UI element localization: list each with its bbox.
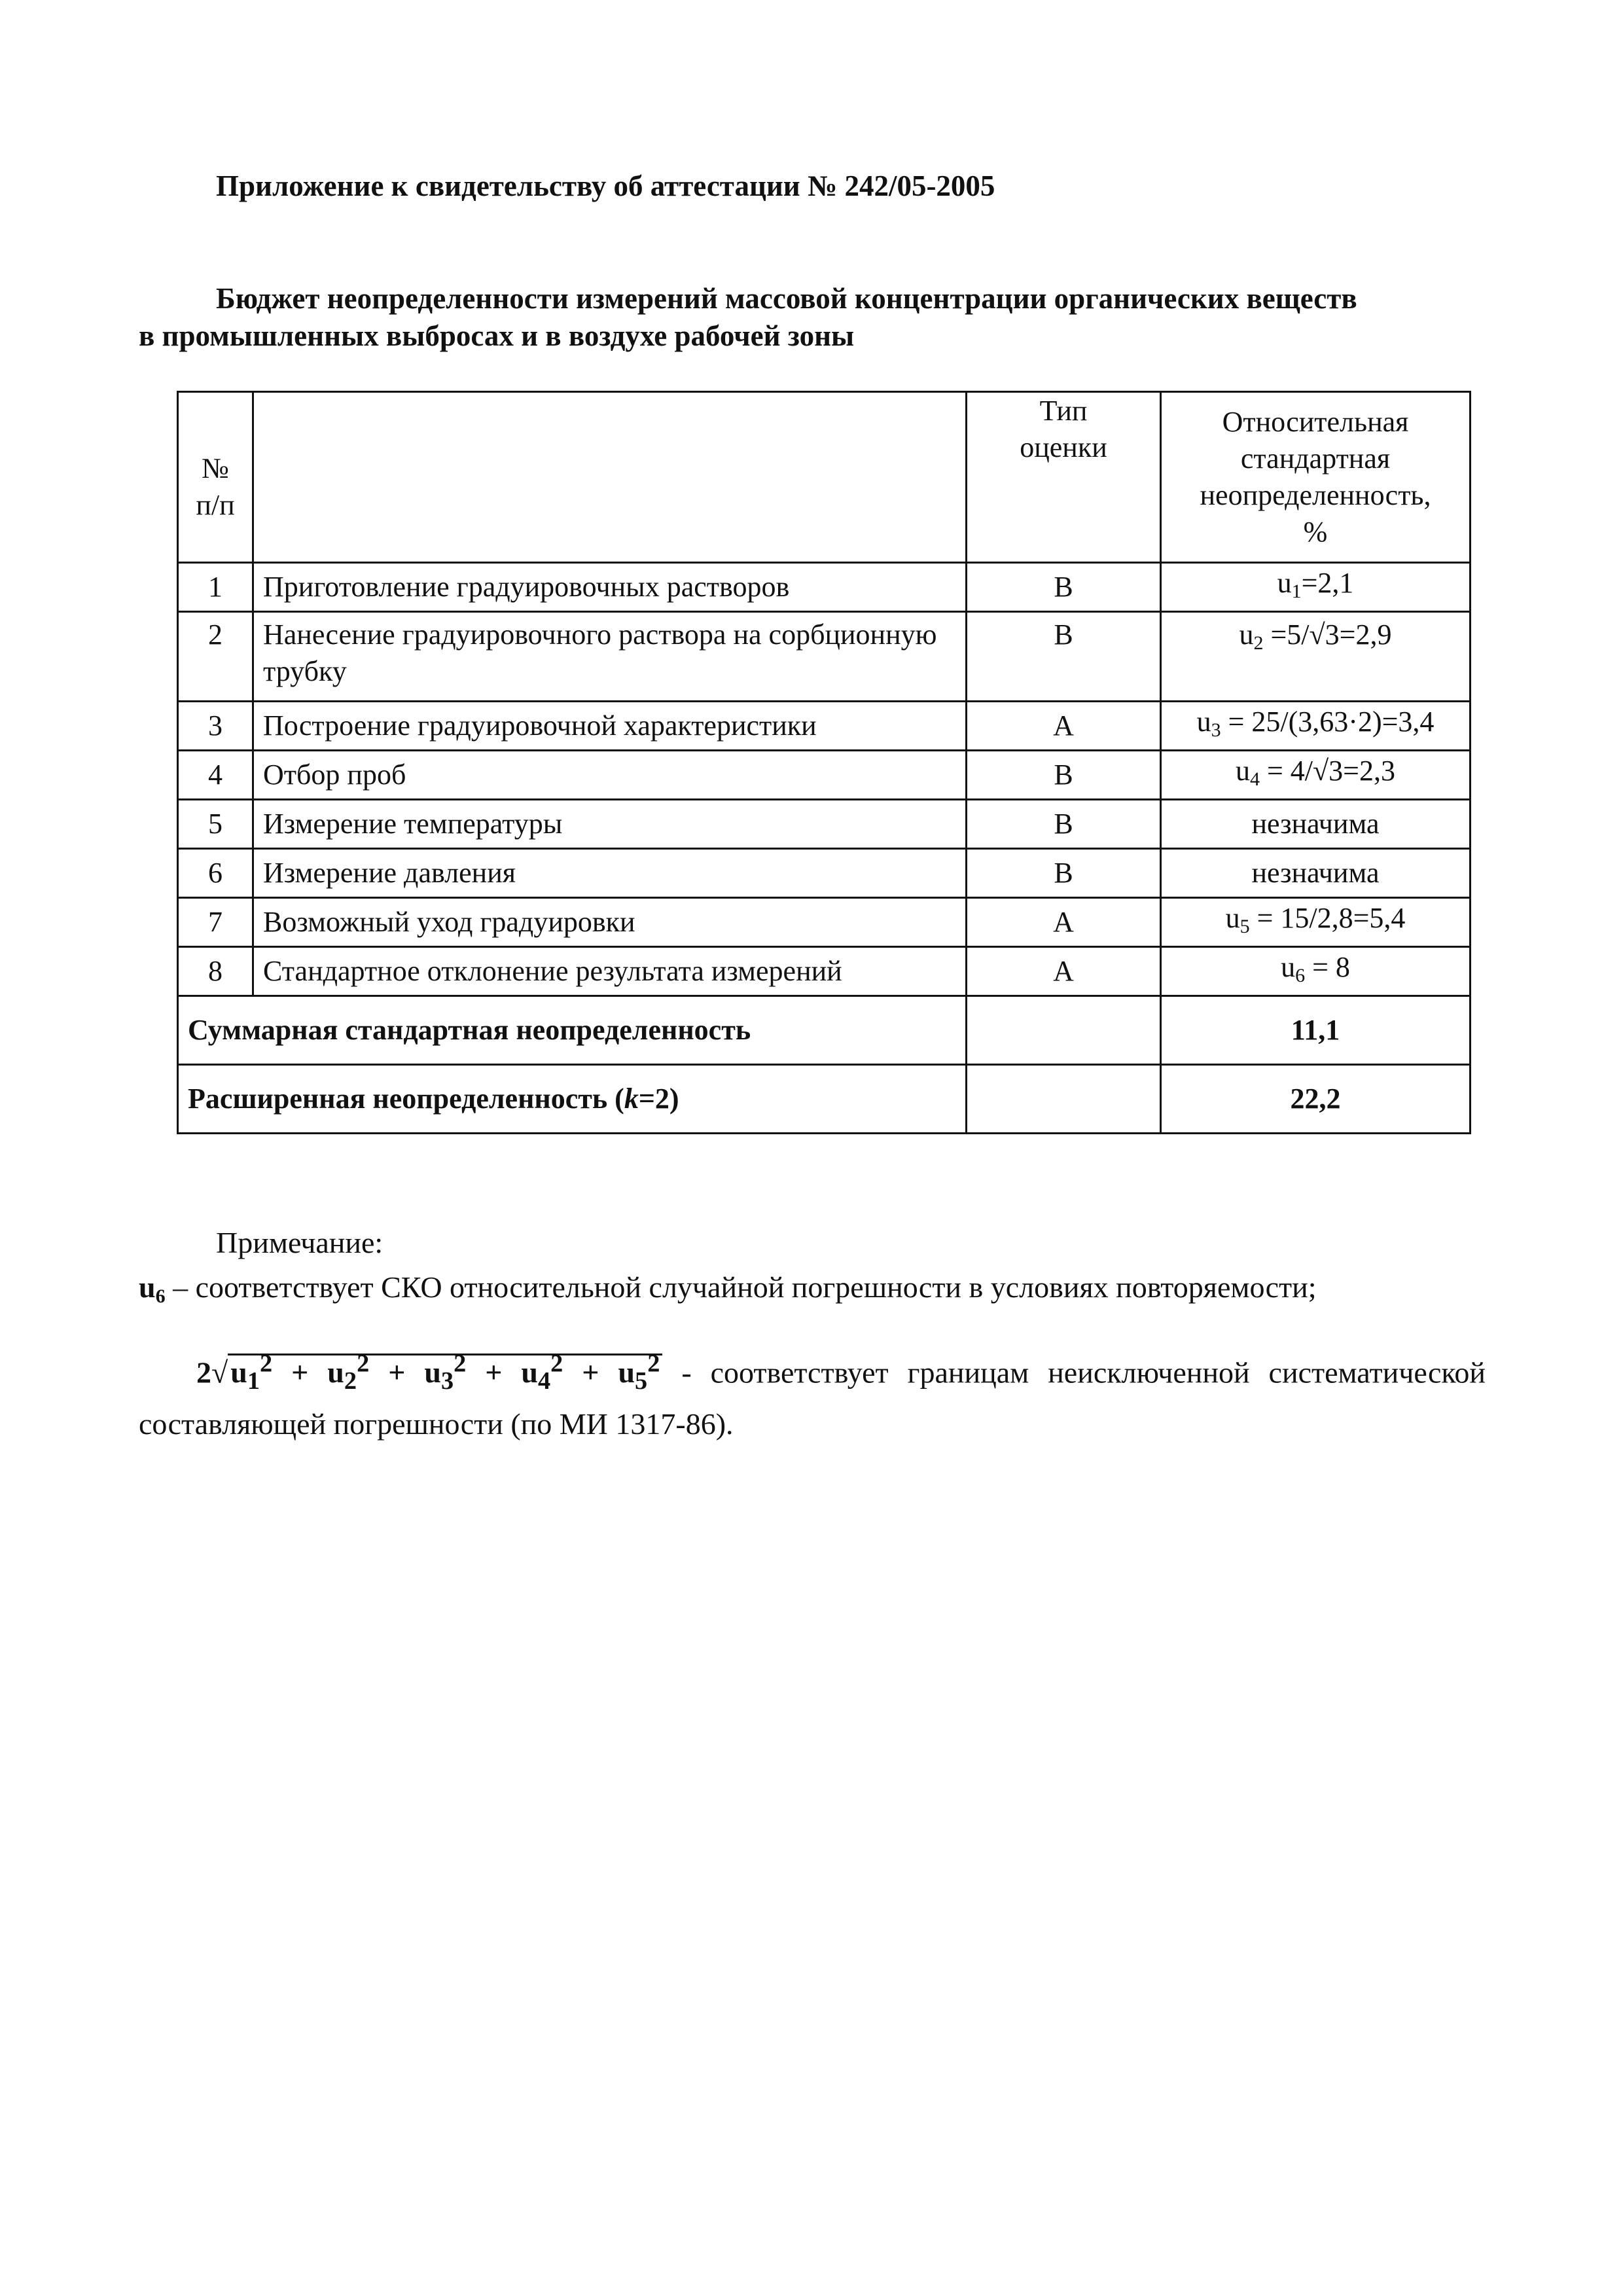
row-source: Измерение давления — [253, 849, 967, 898]
note-u6 — [139, 1268, 1486, 1316]
row-value: $u_1=2,1$ — [1161, 563, 1471, 612]
row-source: Отбор проб — [253, 751, 967, 800]
table-row — [178, 800, 1471, 849]
row-value: незначима — [1161, 849, 1471, 898]
table-row — [178, 702, 1471, 751]
row-source: Измерение температуры — [253, 800, 967, 849]
total-uncertainty-label: Суммарная стандартная неопределенность — [178, 996, 967, 1065]
document-title-line-1: Бюджет неопределенности измерений массовой концентрации органических веществ — [216, 282, 1357, 315]
row-source: Приготовление градуировочных растворов — [253, 563, 967, 612]
document-title-line-2: в промышленных выбросах и в воздухе рабочей зоны — [139, 319, 855, 352]
expanded-uncertainty-type-empty — [967, 1065, 1161, 1134]
row-source: Стандартное отклонение результата измерений — [253, 947, 967, 996]
row-value: $u_4 = 4/√3=2,3$ — [1161, 751, 1471, 800]
header-value — [1161, 392, 1471, 563]
header-num — [178, 392, 253, 563]
header-value-text: Относительная стандартная неопределенность, % — [1200, 406, 1431, 548]
row-type: А — [967, 947, 1161, 996]
formula-text-continued: составляющей погрешности (по МИ 1317-86). — [139, 1407, 734, 1441]
row-source: Нанесение градуировочного раствора на сорбционную трубку — [253, 612, 967, 702]
row-num: 2 — [178, 612, 253, 702]
header-source — [253, 392, 967, 563]
total-uncertainty-row — [178, 996, 1471, 1065]
row-value: $u_5 = 15/2,8=5,4$ — [1161, 898, 1471, 947]
uncertainty-budget-table — [177, 391, 1471, 1134]
note-u6-text: – соответствует СКО относительной случайной погрешности в условиях повторяемости; — [165, 1270, 1317, 1304]
table-row — [178, 947, 1471, 996]
row-type: В — [967, 751, 1161, 800]
table-row — [178, 849, 1471, 898]
row-num: 5 — [178, 800, 253, 849]
note-label: Примечание: — [216, 1226, 383, 1259]
row-source: Построение градуировочной характеристики — [253, 702, 967, 751]
document-title — [139, 280, 1493, 355]
table-header-row — [178, 392, 1471, 563]
row-num: 4 — [178, 751, 253, 800]
row-num: 1 — [178, 563, 253, 612]
row-type: А — [967, 702, 1161, 751]
total-uncertainty-value: 11,1 — [1161, 996, 1471, 1065]
row-type: В — [967, 800, 1161, 849]
row-type: В — [967, 612, 1161, 702]
row-num: 7 — [178, 898, 253, 947]
row-value: $u_2 =5/√3=2,9$ — [1161, 612, 1471, 702]
table-row — [178, 563, 1471, 612]
table-row — [178, 898, 1471, 947]
formula-text: - соответствует границам неисключенной систематической — [681, 1355, 1486, 1390]
row-type: А — [967, 898, 1161, 947]
expanded-uncertainty-label: Расширенная неопределенность (k=2) — [178, 1065, 967, 1134]
total-uncertainty-type-empty — [967, 996, 1161, 1065]
row-type: В — [967, 849, 1161, 898]
header-type — [967, 392, 1161, 563]
expanded-uncertainty-value: 22,2 — [1161, 1065, 1471, 1134]
table-row — [178, 612, 1471, 702]
appendix-title: Приложение к свидетельству об аттестации № 242/05-2005 — [216, 170, 995, 202]
uncertainty-formula: $2√u_1^2 + u_2^2 + u_3^2 + u_4^2 + u_5^2$ — [196, 1354, 662, 1389]
row-value: незначима — [1161, 800, 1471, 849]
row-type: В — [967, 563, 1161, 612]
row-value: $u_3 = 25/(3,63\cdot 2)=3,4$ — [1161, 702, 1471, 751]
note-u6-symbol: $u_6$ — [139, 1270, 166, 1307]
row-source: Возможный уход градуировки — [253, 898, 967, 947]
table-row — [178, 751, 1471, 800]
note-formula-line — [196, 1343, 1486, 1403]
row-num: 6 — [178, 849, 253, 898]
row-num: 3 — [178, 702, 253, 751]
expanded-uncertainty-row — [178, 1065, 1471, 1134]
row-num: 8 — [178, 947, 253, 996]
header-num-text: № п/п — [196, 452, 235, 521]
header-type-text: Тип оценки — [1020, 395, 1107, 463]
row-value: $u_6 = 8$ — [1161, 947, 1471, 996]
